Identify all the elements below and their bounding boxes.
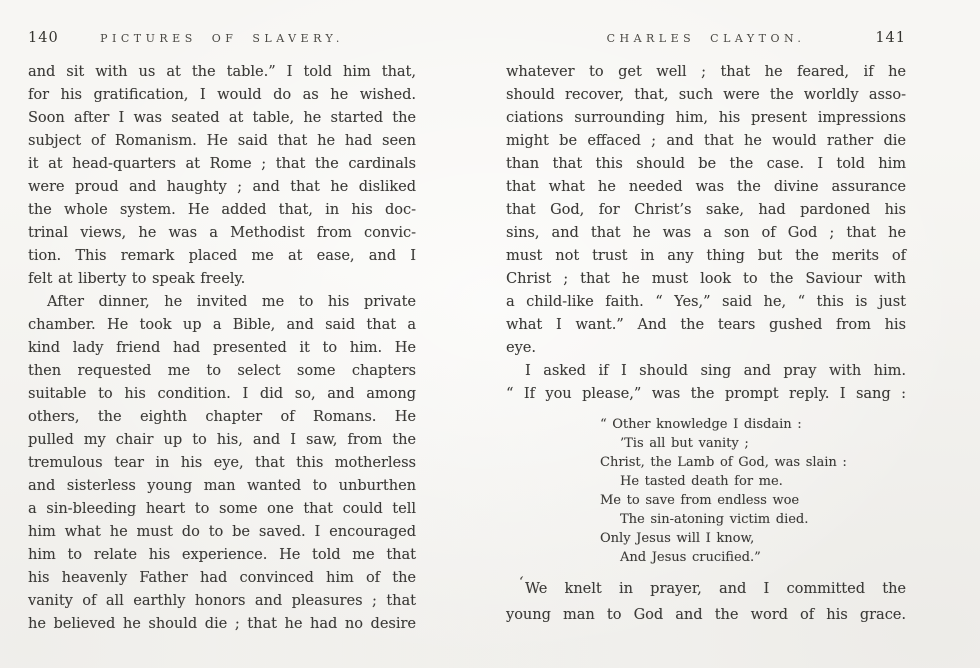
text-line: young man to God and the word of his grace. (506, 606, 906, 623)
verse-line: He tasted death for me. (620, 474, 783, 489)
text-line: might be effaced ; and that he would rather die (506, 133, 906, 149)
page-number-left: 140 (28, 30, 59, 46)
text-line: should recover, that, such were the worldly asso- (506, 87, 906, 103)
text-line: Soon after I was seated at table, he started the (28, 110, 416, 126)
text-line: felt at liberty to speak freely. (28, 271, 246, 287)
page-right (506, 30, 906, 628)
running-title-right: CHARLES CLAYTON. (606, 32, 806, 45)
text-line: the whole system. He added that, in his doc- (28, 202, 416, 218)
page-header-right (506, 30, 906, 46)
text-line: ciations surrounding him, his present impressions (506, 110, 906, 126)
text-line: pulled my chair up to his, and I saw, from the (28, 432, 416, 448)
verse-line: Christ, the Lamb of God, was slain : (600, 455, 847, 470)
verse-line: The sin-atoning victim died. (620, 512, 809, 527)
text-line: eye. (506, 340, 536, 356)
text-line: that God, for Christ’s sake, had pardoned his (506, 202, 906, 218)
text-line: his heavenly Father had convinced him of the (28, 570, 416, 586)
text-line: After dinner, he invited me to his private (47, 294, 416, 310)
text-line: trinal views, he was a Methodist from convic- (28, 225, 416, 241)
verse-line: And Jesus crucified.” (620, 550, 761, 565)
text-line: “ If you please,” was the prompt reply. I sang : (506, 386, 906, 402)
text-line: a sin-bleeding heart to some one that could tell (28, 501, 416, 517)
text-line: whatever to get well ; that he feared, if he (506, 64, 906, 80)
page-body-left (28, 61, 416, 636)
text-line: then requested me to select some chapters (28, 363, 416, 379)
text-line: than that this should be the case. I told him (506, 156, 906, 172)
text-line: what I want.” And the tears gushed from his (506, 317, 906, 333)
text-line: him to relate his experience. He told me that (28, 547, 416, 563)
text-line: vanity of all earthly honors and pleasures ; that (28, 593, 416, 609)
text-line: him what he must do to be saved. I encouraged (28, 524, 416, 540)
paragraph (28, 61, 416, 291)
paragraph (506, 61, 906, 360)
text-line: tremulous tear in his eye, that this motherless (28, 455, 416, 471)
running-title-left: PICTURES OF SLAVERY. (100, 32, 344, 45)
text-line: and sit with us at the table.” I told him that, (28, 64, 416, 80)
verse-line: “ Other knowledge I disdain : (600, 417, 802, 432)
text-line: and sisterless young man wanted to unburthen (28, 478, 416, 494)
verse-line: ’Tis all but vanity ; (620, 436, 749, 451)
text-line: suitable to his condition. I did so, and among (28, 386, 416, 402)
text-line: were proud and haughty ; and that he disliked (28, 179, 416, 195)
verse-line: Me to save from endless woe (600, 493, 800, 508)
scan-artifact-mark: ‘ (516, 572, 525, 592)
text-line: chamber. He took up a Bible, and said that a (28, 317, 416, 333)
page-left (28, 30, 416, 636)
text-line: others, the eighth chapter of Romans. He (28, 409, 416, 425)
page-body-right (506, 61, 906, 628)
paragraph (506, 577, 906, 628)
text-line: must not trust in any thing but the merits of (506, 248, 906, 264)
page-header-left (28, 30, 416, 46)
text-line: that what he needed was the divine assurance (506, 179, 906, 195)
text-line: We knelt in prayer, and I committed the (525, 581, 906, 597)
text-line: sins, and that he was a son of God ; that he (506, 225, 906, 241)
text-line: a child-like faith. “ Yes,” said he, “ this is just (506, 294, 906, 310)
text-line: he believed he should die ; that he had no desire (28, 616, 416, 632)
page-number-right: 141 (875, 30, 906, 46)
text-line: Christ ; that he must look to the Saviour with (506, 271, 906, 287)
verse-line: Only Jesus will I know, (600, 531, 755, 546)
paragraph (28, 291, 416, 636)
hymn-verse (600, 415, 906, 567)
text-line: kind lady friend had presented it to him. He (28, 340, 416, 356)
text-line: it at head-quarters at Rome ; that the cardinals (28, 156, 416, 172)
text-line: subject of Romanism. He said that he had seen (28, 133, 416, 149)
text-line: for his gratification, I would do as he wished. (28, 87, 416, 103)
paragraph (506, 360, 906, 406)
text-line: I asked if I should sing and pray with him. (525, 363, 906, 379)
text-line: tion. This remark placed me at ease, and I (28, 248, 416, 264)
